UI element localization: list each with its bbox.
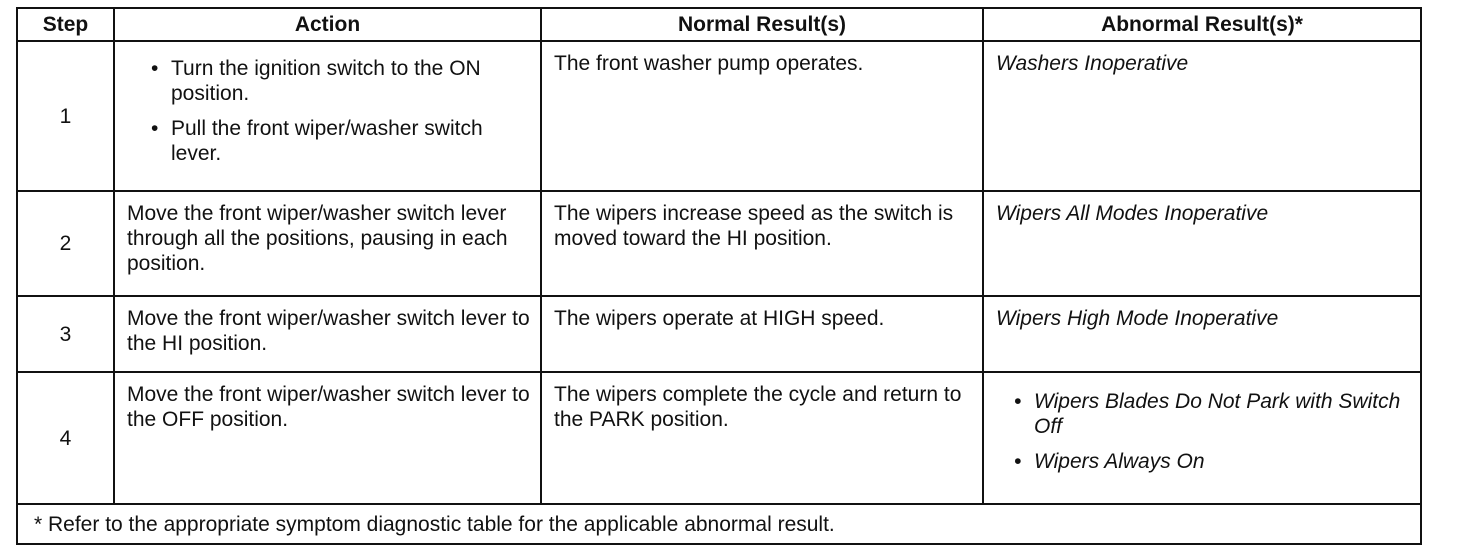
table-row — [17, 372, 1421, 504]
list-item: • Pull the front wiper/washer switch lever. — [147, 116, 530, 166]
abnormal-list — [1010, 389, 1410, 474]
step-number: 2 — [17, 191, 114, 296]
header-action: Action — [114, 8, 541, 41]
step-number: 1 — [17, 41, 114, 191]
step-number: 3 — [17, 296, 114, 372]
abnormal-result-cell: Wipers All Modes Inoperative — [983, 191, 1421, 296]
action-cell: Move the front wiper/washer switch lever to the HI position. — [114, 296, 541, 372]
normal-result-cell: The wipers complete the cycle and return to the PARK position. — [541, 372, 983, 504]
step-number: 4 — [17, 372, 114, 504]
header-abnormal-results: Abnormal Result(s)* — [983, 8, 1421, 41]
action-cell: Move the front wiper/washer switch lever through all the positions, pausing in each position. — [114, 191, 541, 296]
abnormal-result-cell: Washers Inoperative — [983, 41, 1421, 191]
normal-result-cell: The wipers operate at HIGH speed. — [541, 296, 983, 372]
header-row — [17, 8, 1421, 41]
abnormal-result-cell: Wipers High Mode Inoperative — [983, 296, 1421, 372]
table-row — [17, 191, 1421, 296]
header-step: Step — [17, 8, 114, 41]
footnote-row — [17, 504, 1421, 544]
table-row — [17, 41, 1421, 191]
list-item: • Wipers Always On — [1010, 449, 1410, 474]
action-list — [147, 56, 530, 166]
footnote: * Refer to the appropriate symptom diagnostic table for the applicable abnormal result. — [17, 504, 1421, 544]
diagnostic-table — [16, 7, 1422, 545]
list-item: • Turn the ignition switch to the ON position. — [147, 56, 530, 106]
normal-result-cell: The front washer pump operates. — [541, 41, 983, 191]
normal-result-cell: The wipers increase speed as the switch is moved toward the HI position. — [541, 191, 983, 296]
table-row — [17, 296, 1421, 372]
action-cell — [114, 41, 541, 191]
list-item: • Wipers Blades Do Not Park with Switch Off — [1010, 389, 1410, 439]
abnormal-result-cell — [983, 372, 1421, 504]
action-cell: Move the front wiper/washer switch lever to the OFF position. — [114, 372, 541, 504]
header-normal-results: Normal Result(s) — [541, 8, 983, 41]
